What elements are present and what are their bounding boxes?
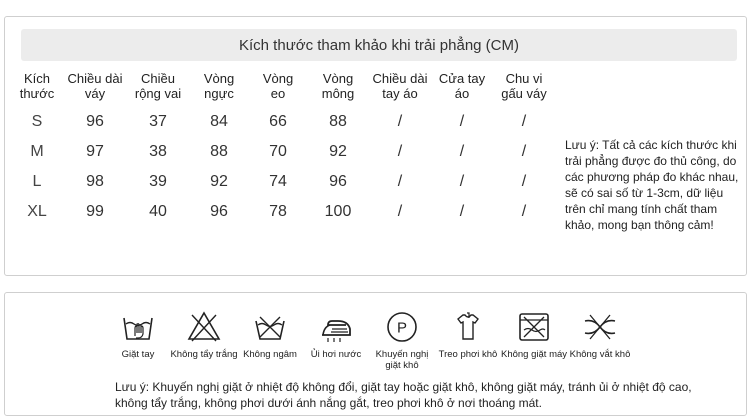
header-line: eo	[270, 86, 286, 101]
care-item	[501, 309, 567, 371]
svg-text:P: P	[396, 319, 408, 337]
header-line: Vòng	[262, 71, 294, 86]
care-item	[369, 309, 435, 371]
size-table-header-cell	[307, 71, 369, 107]
size-table-body	[11, 107, 555, 227]
no-bleach-icon	[186, 309, 222, 345]
header-line: Chiều dài	[372, 71, 428, 86]
care-item	[171, 309, 237, 371]
size-table-header-cell	[431, 71, 493, 107]
care-item	[105, 309, 171, 371]
size-label-cell: S	[31, 113, 43, 130]
measurement-cell: 70	[269, 143, 287, 160]
measurement-cell: 92	[210, 173, 228, 190]
size-table-header-row	[11, 71, 555, 107]
header-line: Cửa tay	[438, 71, 486, 86]
measurement-cell: 96	[329, 173, 347, 190]
dry-clean-icon	[384, 309, 420, 345]
no-soak-icon	[252, 309, 288, 345]
measurement-cell: 74	[269, 173, 287, 190]
measurement-cell: 40	[149, 203, 167, 220]
measurement-cell: /	[521, 203, 527, 220]
size-label-cell: M	[30, 143, 44, 160]
measurement-cell: /	[521, 113, 527, 130]
header-line: rộng vai	[134, 86, 182, 101]
header-line: Vòng	[322, 71, 354, 86]
care-item	[567, 309, 633, 371]
measurement-cell: 39	[149, 173, 167, 190]
size-table-header-cell	[189, 71, 249, 107]
size-chart-note: Lưu ý: Tất cả các kích thước khi trải phẳng được đo thủ công, do các phương pháp đo khác nhau, sẽ có sai số từ 1-3cm, dữ liệu trên chỉ mang tính chất tham khảo, mong bạn thông cảm!	[565, 138, 739, 232]
size-chart-panel	[4, 16, 747, 276]
header-line: Kích	[23, 71, 50, 86]
hand-wash-icon	[120, 309, 156, 345]
care-item-label: Giặt tay	[121, 349, 155, 360]
size-table-header-cell	[369, 71, 431, 107]
care-item-label: Không tẩy trắng	[170, 349, 238, 360]
measurement-cell: 88	[329, 113, 347, 130]
measurement-cell: /	[521, 173, 527, 190]
table-row	[11, 107, 555, 137]
no-machine-wash-icon	[516, 309, 552, 345]
size-table-header-cell	[249, 71, 307, 107]
table-row	[11, 167, 555, 197]
care-instructions-panel	[4, 292, 747, 416]
care-item-label: Không giặt máy	[501, 349, 568, 360]
measurement-cell: 78	[269, 203, 287, 220]
header-line: gấu váy	[501, 86, 547, 101]
size-label-cell: L	[32, 173, 42, 190]
measurement-cell: 96	[210, 203, 228, 220]
care-item	[237, 309, 303, 371]
measurement-cell: /	[397, 143, 403, 160]
size-label-cell: XL	[27, 203, 47, 220]
measurement-cell: 96	[86, 113, 104, 130]
header-line: thước	[19, 86, 55, 101]
measurement-cell: /	[459, 113, 465, 130]
steam-iron-icon	[318, 309, 354, 345]
care-item-label: Không vắt khô	[569, 349, 631, 360]
measurement-cell: 100	[324, 203, 352, 220]
measurement-cell: 66	[269, 113, 287, 130]
measurement-cell: /	[397, 113, 403, 130]
care-item-label: Khuyến nghị giặt khô	[375, 349, 429, 371]
care-item-label: Treo phơi khô	[438, 349, 498, 360]
measurement-cell: /	[397, 203, 403, 220]
care-item	[435, 309, 501, 371]
measurement-cell: 88	[210, 143, 228, 160]
header-line: tay áo	[382, 86, 418, 101]
header-line: áo	[454, 86, 470, 101]
measurement-cell: /	[459, 173, 465, 190]
header-line: mông	[321, 86, 355, 101]
hang-dry-icon	[450, 309, 486, 345]
table-row	[11, 137, 555, 167]
care-icons-row	[105, 309, 633, 371]
header-line: váy	[84, 86, 106, 101]
care-note: Lưu ý: Khuyến nghị giặt ở nhiệt độ không đổi, giặt tay hoặc giặt khô, không giặt máy, tránh ủi ở nhiệt độ cao, không tẩy trắng, không phơi dưới ánh nắng gắt, treo phơi khô ở nơi thoáng mát.	[115, 380, 692, 410]
size-table	[11, 71, 555, 227]
size-table-header-cell	[63, 71, 127, 107]
measurement-cell: /	[521, 143, 527, 160]
measurement-cell: 84	[210, 113, 228, 130]
table-row	[11, 197, 555, 227]
header-line: ngực	[204, 86, 234, 101]
header-line: Chiều dài	[67, 71, 123, 86]
measurement-cell: 98	[86, 173, 104, 190]
size-table-header-cell	[11, 71, 63, 107]
measurement-cell: /	[459, 203, 465, 220]
measurement-cell: /	[459, 143, 465, 160]
measurement-cell: 99	[86, 203, 104, 220]
size-table-header-cell	[493, 71, 555, 107]
measurement-cell: 97	[86, 143, 104, 160]
care-item-label: Không ngâm	[243, 349, 297, 360]
measurement-cell: /	[397, 173, 403, 190]
header-line: Chiều	[141, 71, 175, 86]
no-wring-icon	[582, 309, 618, 345]
size-table-header-cell	[127, 71, 189, 107]
measurement-cell: 37	[149, 113, 167, 130]
measurement-cell: 92	[329, 143, 347, 160]
care-item	[303, 309, 369, 371]
measurement-cell: 38	[149, 143, 167, 160]
header-line: Vòng	[203, 71, 235, 86]
care-item-label: Ủi hơi nước	[310, 349, 362, 360]
header-line: Chu vi	[505, 71, 543, 86]
size-chart-title: Kích thước tham khảo khi trải phẳng (CM)	[21, 29, 737, 61]
